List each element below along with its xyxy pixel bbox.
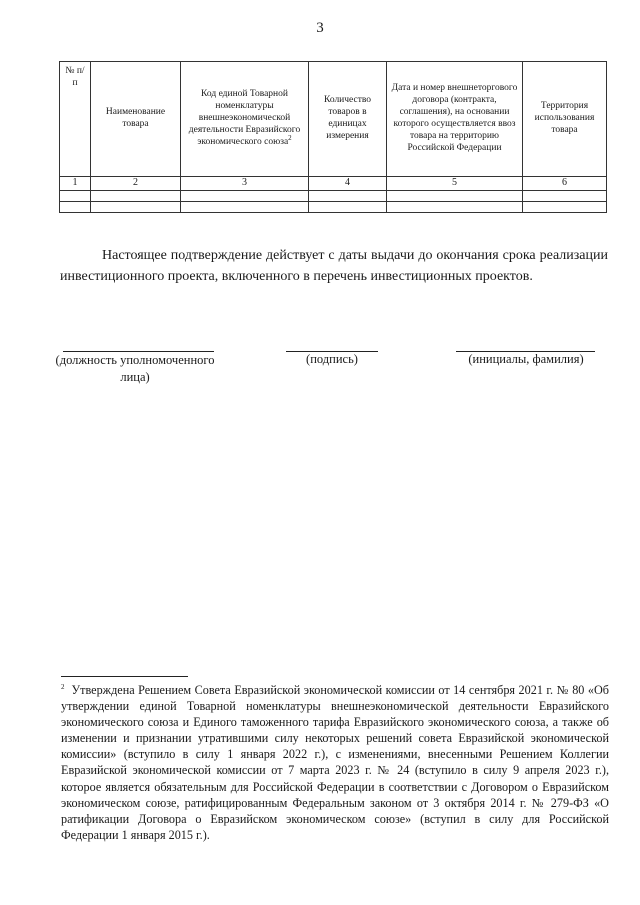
footnote-text: Утверждена Решением Совета Евразийской экономической комиссии от 14 сентября 2021 г. № 80 «Об утверждении единой Товарной номенклатуры внешнеэкономической деятельности Евразийского экономического союза и Единого таможенного тарифа Евразийского экономического союза, а также об изменении и признании утратившими силу некоторых решений совета Евразийской экономической комиссии» (вступило в силу 1 января 2022 г.), с изменениями, внесенными Решением Коллегии Евразийской экономической комиссии от 7 марта 2023 г. № 24 (вступило в силу 9 апреля 2023 г.), которое является обязательным для Российской Федерации в соответствии с Договором о Евразийском экономическом союзе, ратифицированным Федеральным законом от 3 октября 2014 г. № 279-ФЗ «О ратификации Договора о Евразийском экономическом союзе» (вступил в силу для Российской Федерации 1 января 2015 г.).	[61, 683, 609, 842]
table-row	[60, 190, 607, 201]
table-cell	[181, 201, 309, 212]
table-cell	[309, 201, 387, 212]
column-number: 4	[309, 177, 387, 191]
table-cell	[523, 201, 607, 212]
table-cell	[387, 201, 523, 212]
header-quantity: Количество товаров в единицах измерения	[309, 62, 387, 177]
table-cell	[60, 190, 91, 201]
goods-table	[59, 61, 607, 213]
position-label: (должность уполномоченного лица)	[55, 353, 215, 384]
table-cell	[91, 201, 181, 212]
validity-paragraph	[60, 245, 608, 287]
header-number: № п/п	[60, 62, 91, 177]
table-cell	[387, 190, 523, 201]
footnote-ref: 2	[288, 133, 292, 142]
column-number: 2	[91, 177, 181, 191]
table-cell	[91, 190, 181, 201]
column-number: 5	[387, 177, 523, 191]
table-row	[60, 201, 607, 212]
page-number: 3	[316, 20, 324, 36]
table-cell	[309, 190, 387, 201]
validity-text: Настоящее подтверждение действует с даты выдачи до окончания срока реализации инвестиционного проекта, включенного в перечень инвестиционных проектов.	[60, 248, 608, 284]
footnote-separator	[61, 676, 188, 677]
table-cell	[181, 190, 309, 201]
footnote	[61, 682, 609, 843]
column-number: 6	[523, 177, 607, 191]
header-code	[181, 62, 309, 177]
column-number: 1	[60, 177, 91, 191]
header-name: Наименование товара	[91, 62, 181, 177]
name-label: (инициалы, фамилия)	[468, 352, 584, 366]
header-code-text: Код единой Товарной номенклатуры внешнеэкономической деятельности Евразийского экономического союза	[188, 89, 301, 147]
column-number: 3	[181, 177, 309, 191]
table-header-row	[60, 62, 607, 177]
signature-label: (подпись)	[306, 352, 358, 366]
footnote-mark: 2	[61, 682, 65, 691]
table-number-row	[60, 177, 607, 191]
header-territory: Территория использования товара	[523, 62, 607, 177]
table-cell	[523, 190, 607, 201]
table-cell	[60, 201, 91, 212]
header-contract: Дата и номер внешнеторгового договора (контракта, соглашения), на основании которого осуществляется ввоз товара на территорию Российской Федерации	[387, 62, 523, 177]
